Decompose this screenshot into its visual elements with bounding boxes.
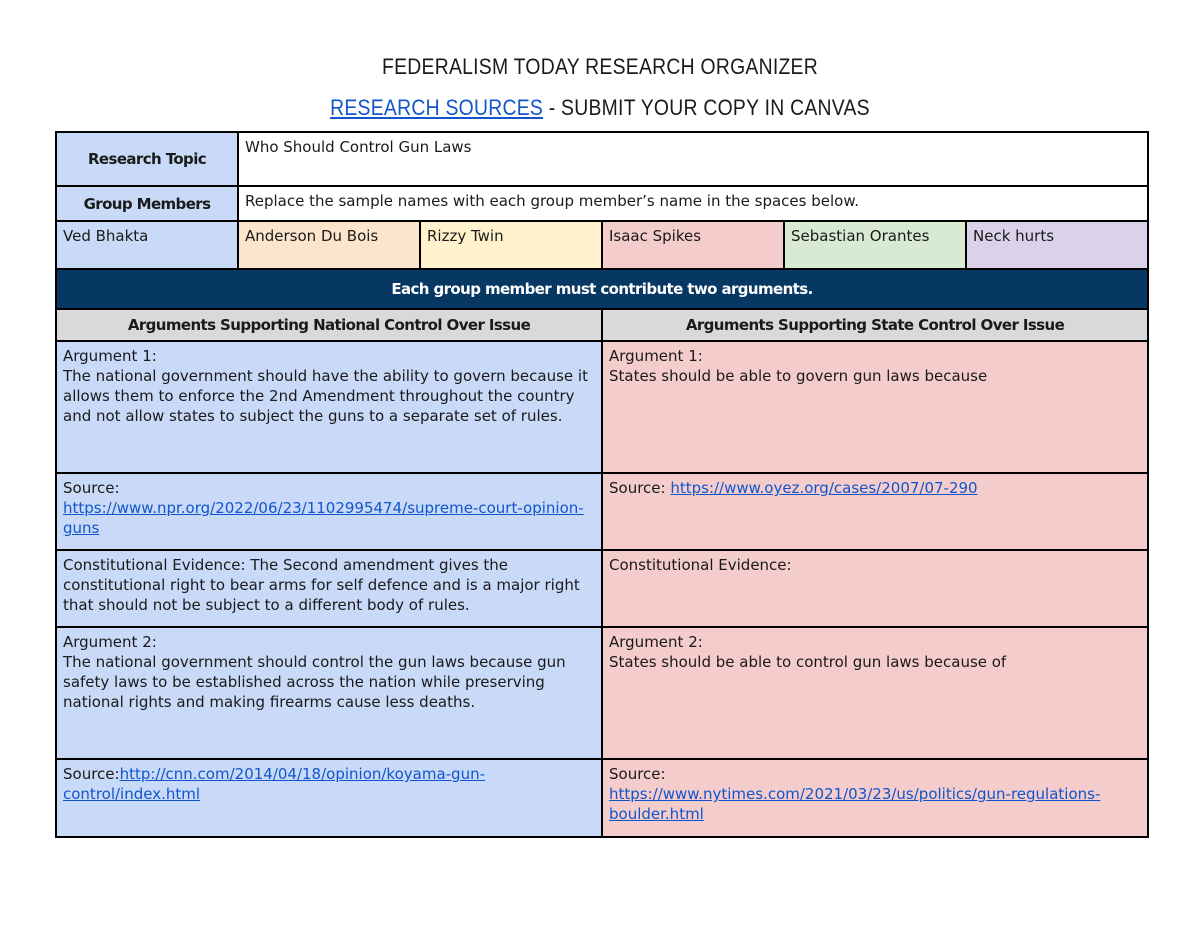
national-source-1 (56, 473, 602, 550)
argument-1-row (56, 341, 1148, 473)
group-members-row (56, 186, 1148, 221)
evidence-row (56, 550, 1148, 627)
member-name-cell[interactable]: Isaac Spikes (602, 221, 784, 269)
contribution-banner: Each group member must contribute two arguments. (56, 269, 1148, 309)
state-argument-1[interactable] (602, 341, 1148, 473)
national-source-2 (56, 759, 602, 837)
argument-text: The national government should have the ability to govern because it allows them to enforce the 2nd Amendment throughout the country and not allow states to subject the guns to a separate set of rules. (63, 367, 588, 425)
argument-text: States should be able to control gun laws because of (609, 653, 1007, 671)
group-members-label: Group Members (56, 186, 238, 221)
member-names-row (56, 221, 1148, 269)
subtitle-instruction: - SUBMIT YOUR COPY IN CANVAS (543, 95, 870, 120)
national-column-header: Arguments Supporting National Control Over Issue (56, 309, 602, 341)
member-name-cell[interactable]: Ved Bhakta (56, 221, 238, 269)
argument-label: Argument 2: (63, 633, 157, 651)
research-topic-value[interactable]: Who Should Control Gun Laws (238, 132, 1148, 186)
research-topic-label: Research Topic (56, 132, 238, 186)
source-label: Source: (609, 765, 666, 783)
column-headers-row (56, 309, 1148, 341)
national-argument-1[interactable] (56, 341, 602, 473)
research-organizer-table (55, 131, 1149, 838)
source-link[interactable]: http://cnn.com/2014/04/18/opinion/koyama-gun-control/index.html (63, 765, 485, 803)
source-label: Source: (609, 479, 671, 497)
member-name-cell[interactable]: Sebastian Orantes (784, 221, 966, 269)
source-1-row (56, 473, 1148, 550)
argument-text: The national government should control the gun laws because gun safety laws to be established across the nation while preserving national rights and making firearms cause less deaths. (63, 653, 566, 711)
source-link[interactable]: https://www.oyez.org/cases/2007/07-290 (670, 479, 978, 497)
document-title: FEDERALISM TODAY RESEARCH ORGANIZER (382, 54, 818, 79)
member-name-cell[interactable]: Neck hurts (966, 221, 1148, 269)
source-label: Source: (63, 765, 120, 783)
argument-text: States should be able to govern gun laws because (609, 367, 988, 385)
argument-label: Argument 2: (609, 633, 703, 651)
document-subtitle (72, 95, 1128, 121)
state-argument-2[interactable] (602, 627, 1148, 759)
argument-label: Argument 1: (609, 347, 703, 365)
source-label: Source: (63, 479, 120, 497)
state-source-2 (602, 759, 1148, 837)
group-members-instructions: Replace the sample names with each group member’s name in the spaces below. (238, 186, 1148, 221)
source-link[interactable]: https://www.nytimes.com/2021/03/23/us/politics/gun-regulations-boulder.html (609, 785, 1101, 823)
state-source-1 (602, 473, 1148, 550)
state-constitutional-evidence[interactable]: Constitutional Evidence: (602, 550, 1148, 627)
research-topic-row (56, 132, 1148, 186)
argument-2-row (56, 627, 1148, 759)
national-constitutional-evidence[interactable]: Constitutional Evidence: The Second amendment gives the constitutional right to bear arms for self defence and is a major right that should not be subject to a different body of rules. (56, 550, 602, 627)
argument-label: Argument 1: (63, 347, 157, 365)
member-name-cell[interactable]: Rizzy Twin (420, 221, 602, 269)
banner-row (56, 269, 1148, 309)
source-link[interactable]: https://www.npr.org/2022/06/23/1102995474/supreme-court-opinion-guns (63, 499, 584, 537)
national-argument-2[interactable] (56, 627, 602, 759)
source-2-row (56, 759, 1148, 837)
state-column-header: Arguments Supporting State Control Over Issue (602, 309, 1148, 341)
member-name-cell[interactable]: Anderson Du Bois (238, 221, 420, 269)
research-sources-link[interactable]: RESEARCH SOURCES (330, 95, 544, 120)
